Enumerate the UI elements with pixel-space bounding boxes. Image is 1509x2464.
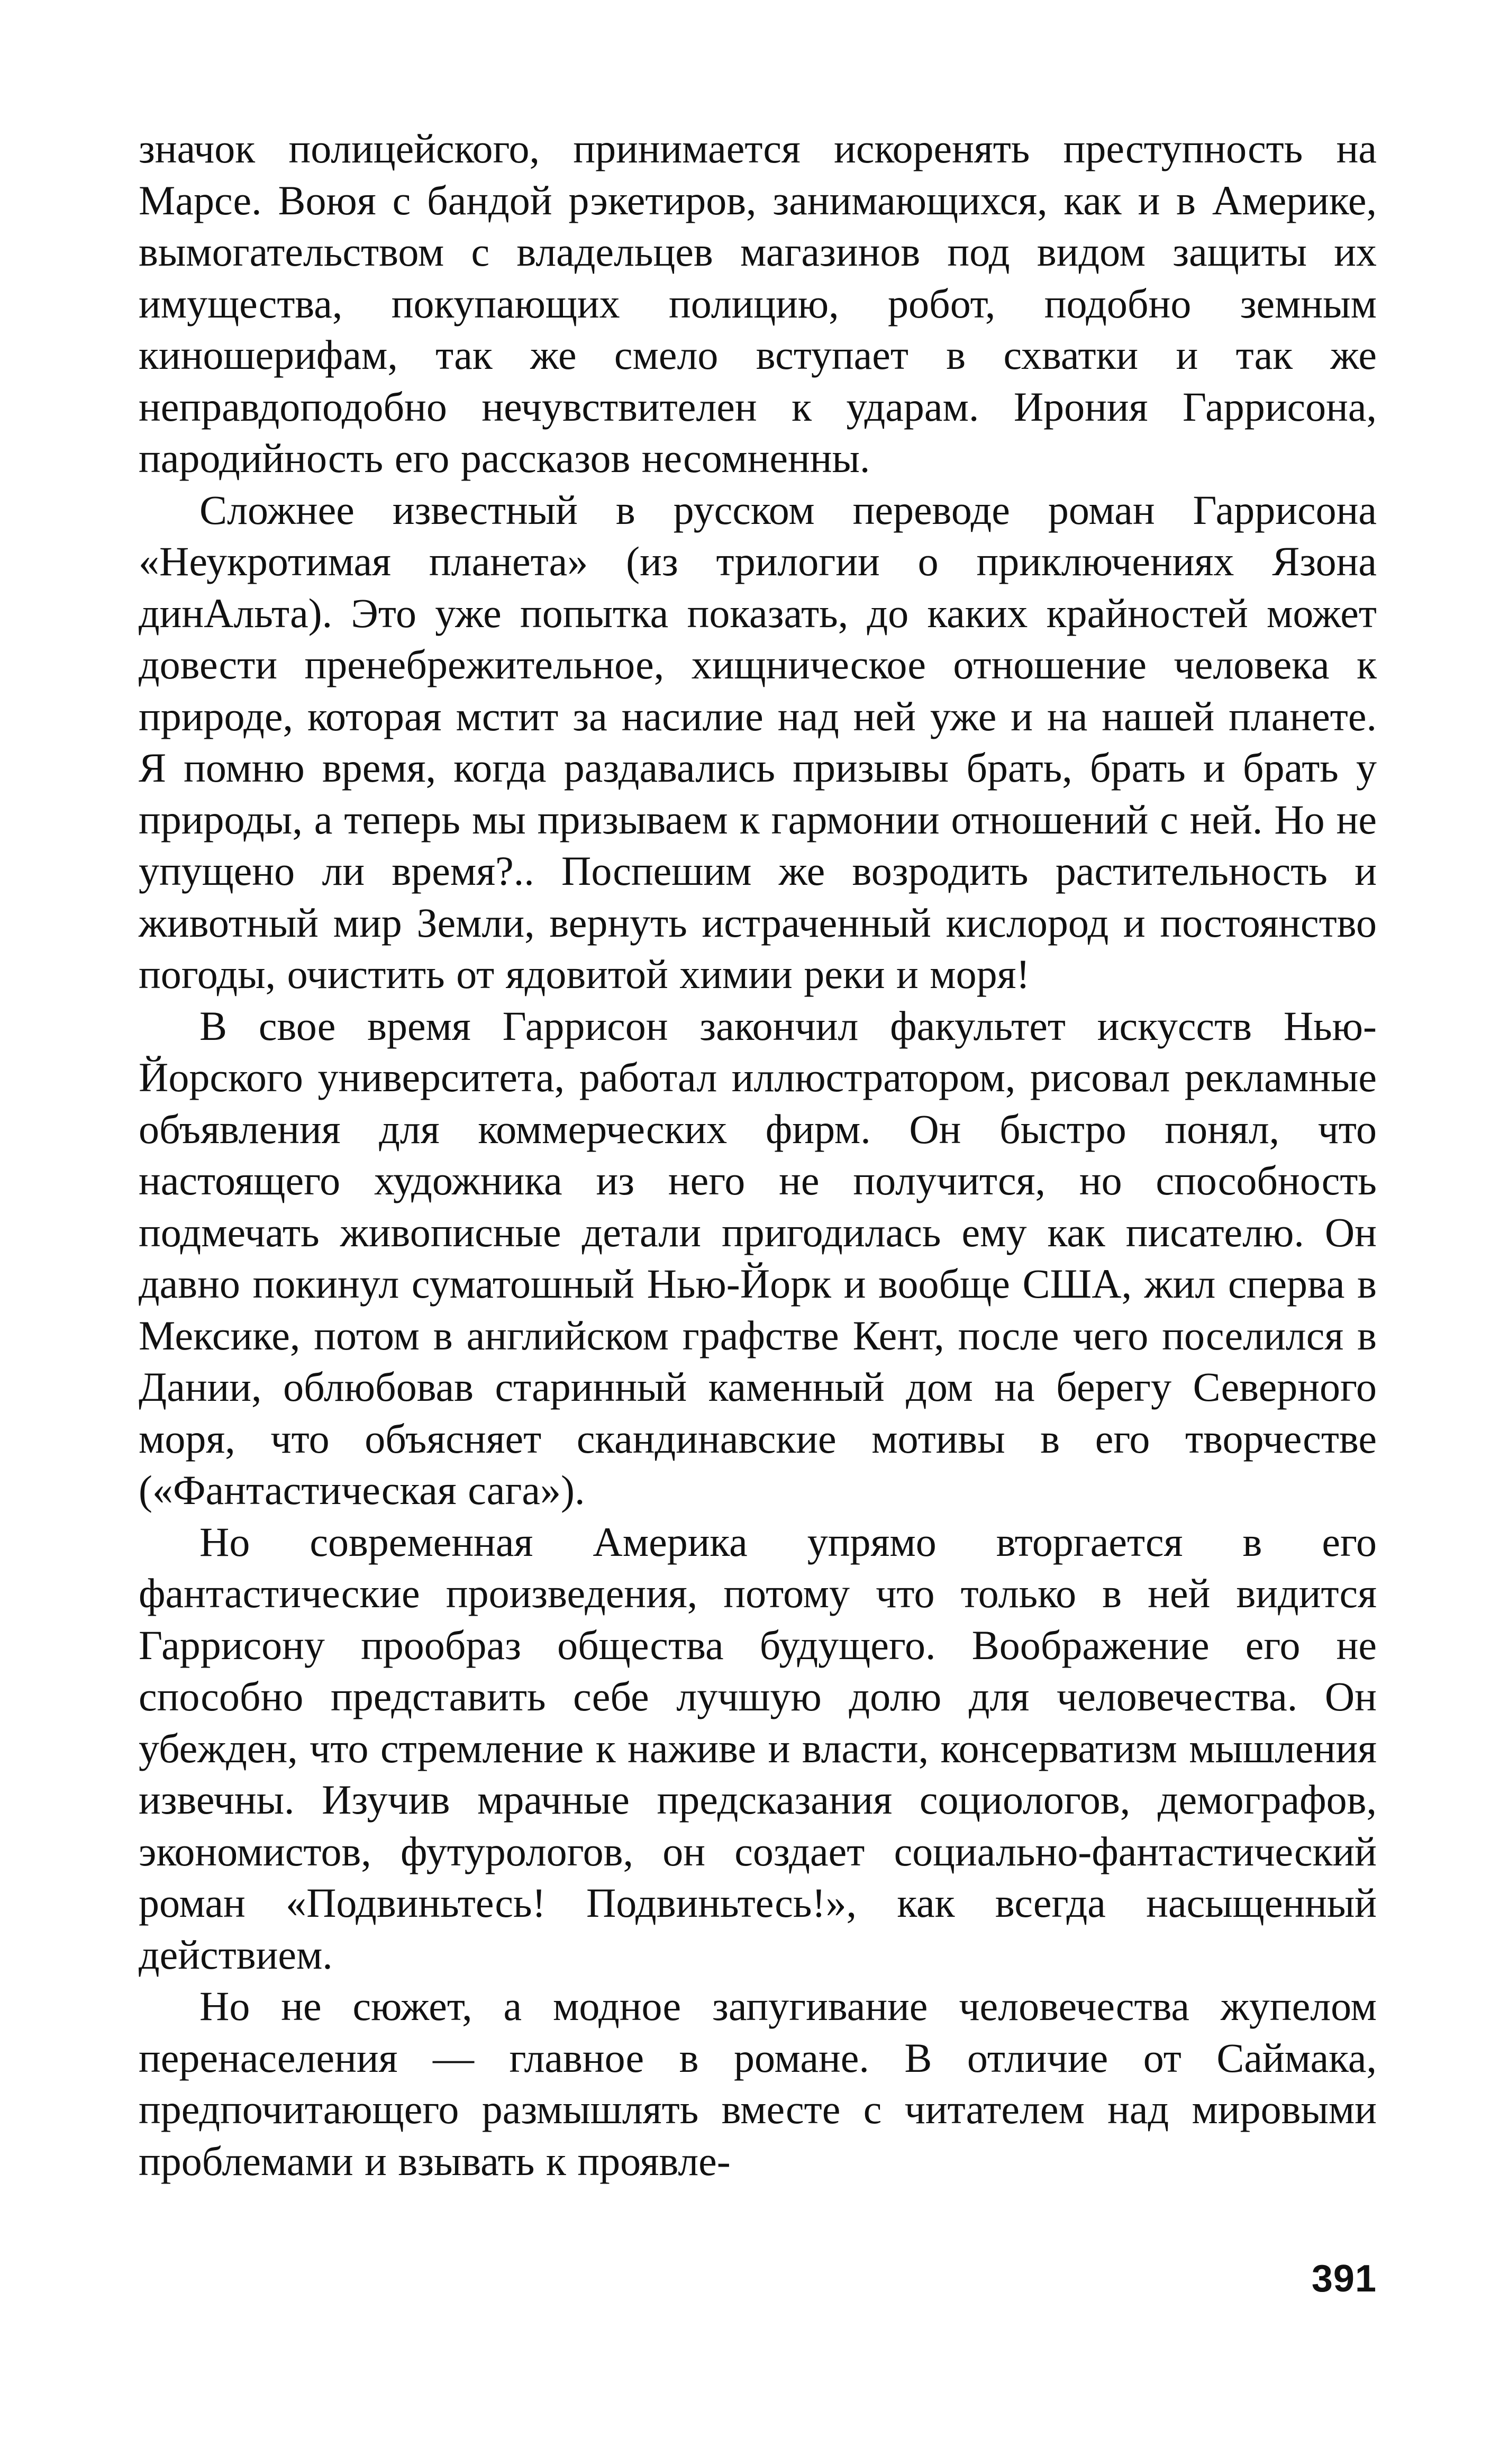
paragraph-2: Сложнее известный в русском переводе роман Гаррисона «Неукротимая планета» (из трилогии о приключениях Язона динАльта). Это уже попытка показать, до каких крайностей может довести пренебрежительное, хищническое отношение человека к природе, которая мстит за насилие над ней уже и на нашей планете. Я помню время, когда раздавались призывы брать, брать и брать у природы, а теперь мы призываем к гармонии отношений с ней. Но не упущено ли время?.. Поспешим же возродить растительность и животный мир Земли, вернуть истраченный кислород и постоянство погоды, очистить от ядовитой химии реки и моря!	[139, 486, 1377, 997]
paragraph-3: В свое время Гаррисон закончил факультет искусств Нью-Йорского университета, работал иллюстратором, рисовал рекламные объявления для коммерческих фирм. Он быстро понял, что настоящего художника из него не получится, но способность подмечать живописные детали пригодилась ему как писателю. Он давно покинул суматошный Нью-Йорк и вообще США, жил сперва в Мексике, потом в английском графстве Кент, после чего поселился в Дании, облюбовав старинный каменный дом на берегу Северного моря, что объясняет скандинавские мотивы в его творчестве («Фантастическая сага»).	[139, 1002, 1377, 1513]
paragraph-1: значок полицейского, принимается искоренять преступность на Марсе. Воюя с бандой рэкетиров, занимающихся, как и в Америке, вымогательством с владельцев магазинов под видом защиты их имущества, покупающих полицию, робот, подобно земным киношерифам, так же смело вступает в схватки и так же неправдоподобно нечувствителен к ударам. Ирония Гаррисона, пародийность его рассказов несомненны.	[139, 125, 1377, 481]
paragraph-4: Но современная Америка упрямо вторгается в его фантастические произведения, потому что только в ней видится Гаррисону прообраз общества будущего. Воображение его не способно представить себе лучшую долю для человечества. Он убежден, что стремление к наживе и власти, консерватизм мышления извечны. Изучив мрачные предсказания социологов, демографов, экономистов, футурологов, он создает социально-фантастический роман «Подвиньтесь! Подвиньтесь!», как всегда насыщенный действием.	[139, 1518, 1377, 1978]
paragraph-5: Но не сюжет, а модное запугивание человечества жупелом перенаселения — главное в романе. В отличие от Саймака, предпочитающего размышлять вместе с читателем над мировыми проблемами и взывать к проявле-	[139, 1983, 1377, 2184]
page-number: 391	[1311, 2258, 1377, 2300]
page-body	[139, 123, 1377, 2187]
